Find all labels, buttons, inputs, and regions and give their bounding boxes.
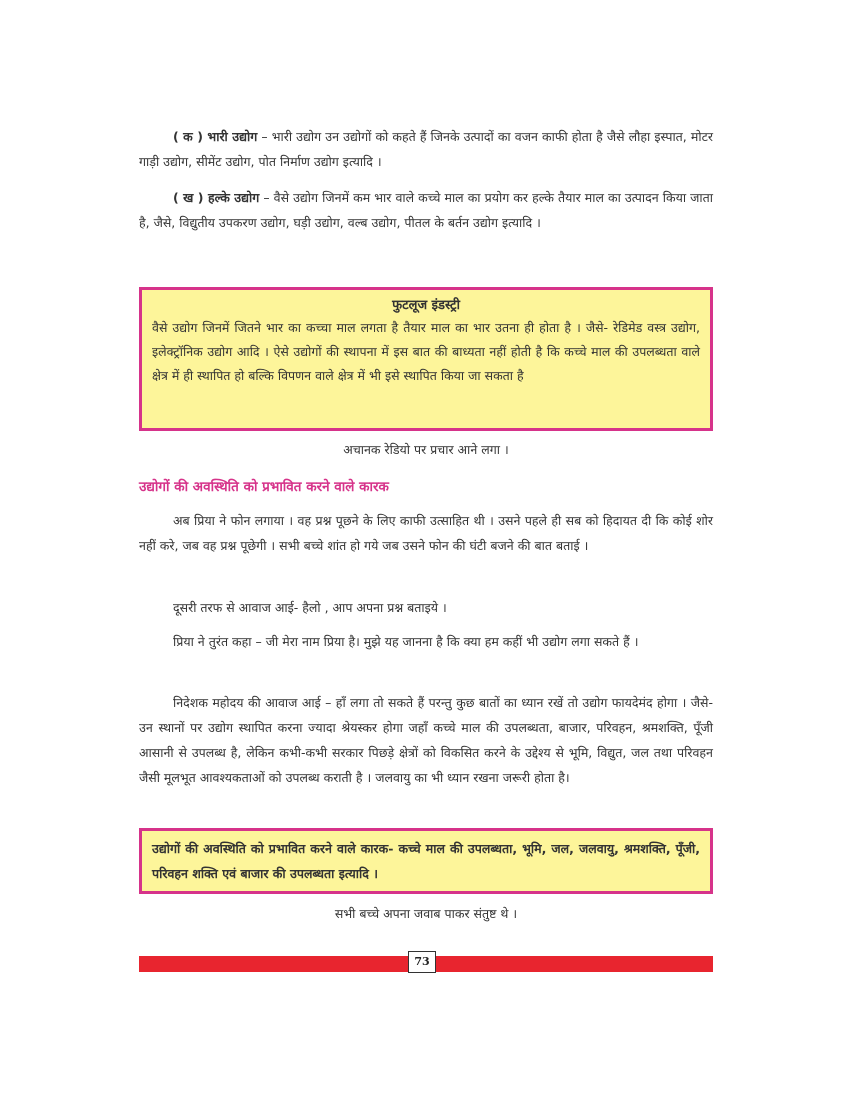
footloose-box-text: वैसे उद्योग जिनमें जितने भार का कच्चा माल लगता है तैयार माल का भार उतना ही होता है । जैसे- रेडिमेड वस्त्र उद्योग, इलेक्ट्रॉनिक उद्योग आदि । ऐसे उद्योगों की स्थापना में इस बात की बाध्यता नहीं होती है कि कच्चे माल की उपलब्धता वाले क्षेत्र में ही स्थापित हो बल्कि विपणन वाले क्षेत्र में भी इसे स्थापित किया जा सकता है	[152, 320, 700, 383]
closing-line: सभी बच्चे अपना जवाब पाकर संतुष्ट थे ।	[334, 906, 518, 921]
heavy-industry-label: ( क ) भारी उद्योग	[173, 129, 258, 144]
paragraph-priya-question: प्रिया ने तुरंत कहा – जी मेरा नाम प्रिया है। मुझे यह जानना है कि क्या हम कहीं भी उद्योग लगा सकते हैं ।	[173, 634, 639, 649]
location-factors-box	[139, 828, 713, 894]
light-industry-paragraph	[139, 185, 713, 235]
footloose-box-title: फुटलूज इंडस्ट्री	[392, 298, 460, 313]
paragraph-priya-call: अब प्रिया ने फोन लगाया । वह प्रश्न पूछने के लिए काफी उत्साहित थी । उसने पहले ही सब को हिदायत दी कि कोई शोर नहीं करे, जब वह प्रश्न पूछेगी । सभी बच्चे शांत हो गये जब उसने फोन की घंटी बजने की बात बताई ।	[139, 513, 713, 553]
footloose-industry-box	[139, 287, 713, 431]
heavy-industry-text: – भारी उद्योग उन उद्योगों को कहते हैं जिनके उत्पादों का वजन काफी होता है जैसे लौहा इस्पात, मोटर गाड़ी उद्योग, सीमेंट उद्योग, पोत निर्माण उद्योग इत्यादि ।	[139, 129, 713, 169]
location-factors-text: उद्योगों की अवस्थिति को प्रभावित करने वाले कारक- कच्चे माल की उपलब्धता, भूमि, जल, जलवायु, श्रमशक्ति, पूँजी, परिवहन शक्ति एवं बाजार की उपलब्धता इत्यादि ।	[152, 841, 700, 881]
light-industry-label: ( ख ) हल्के उद्योग	[173, 190, 260, 205]
paragraph-hello: दूसरी तरफ से आवाज आई- हैलो , आप अपना प्रश्न बताइये ।	[173, 600, 447, 615]
radio-line: अचानक रेडियो पर प्रचार आने लगा ।	[343, 442, 509, 457]
light-industry-text: – वैसे उद्योग जिनमें कम भार वाले कच्चे माल का प्रयोग कर हल्के तैयार माल का उत्पादन किया जाता है, जैसे, विद्युतीय उपकरण उद्योग, घड़ी उद्योग, वल्ब उद्योग, पीतल के बर्तन उद्योग इत्यादि ।	[139, 190, 713, 230]
paragraph-director-answer: निदेशक महोदय की आवाज आई – हाँ लगा तो सकते हैं परन्तु कुछ बातों का ध्यान रखें तो उद्योग फायदेमंद होगा । जैसे-उन स्थानों पर उद्योग स्थापित करना ज्यादा श्रेयस्कर होगा जहाँ कच्चे माल की उपलब्धता, बाजार, परिवहन, श्रमशक्ति, पूँजी आसानी से उपलब्ध है, लेकिन कभी-कभी सरकार पिछड़े क्षेत्रों को विकसित करने के उद्देश्य से भूमि, विद्युत, जल तथा परिवहन जैसी मूलभूत आवश्यकताओं को उपलब्ध कराती है । जलवायु का भी ध्यान रखना जरूरी होता है।	[139, 695, 713, 785]
page-number: 73	[408, 951, 436, 973]
heavy-industry-paragraph	[139, 124, 713, 174]
section-heading: उद्योगों की अवस्थिति को प्रभावित करने वाले कारक	[139, 479, 389, 495]
